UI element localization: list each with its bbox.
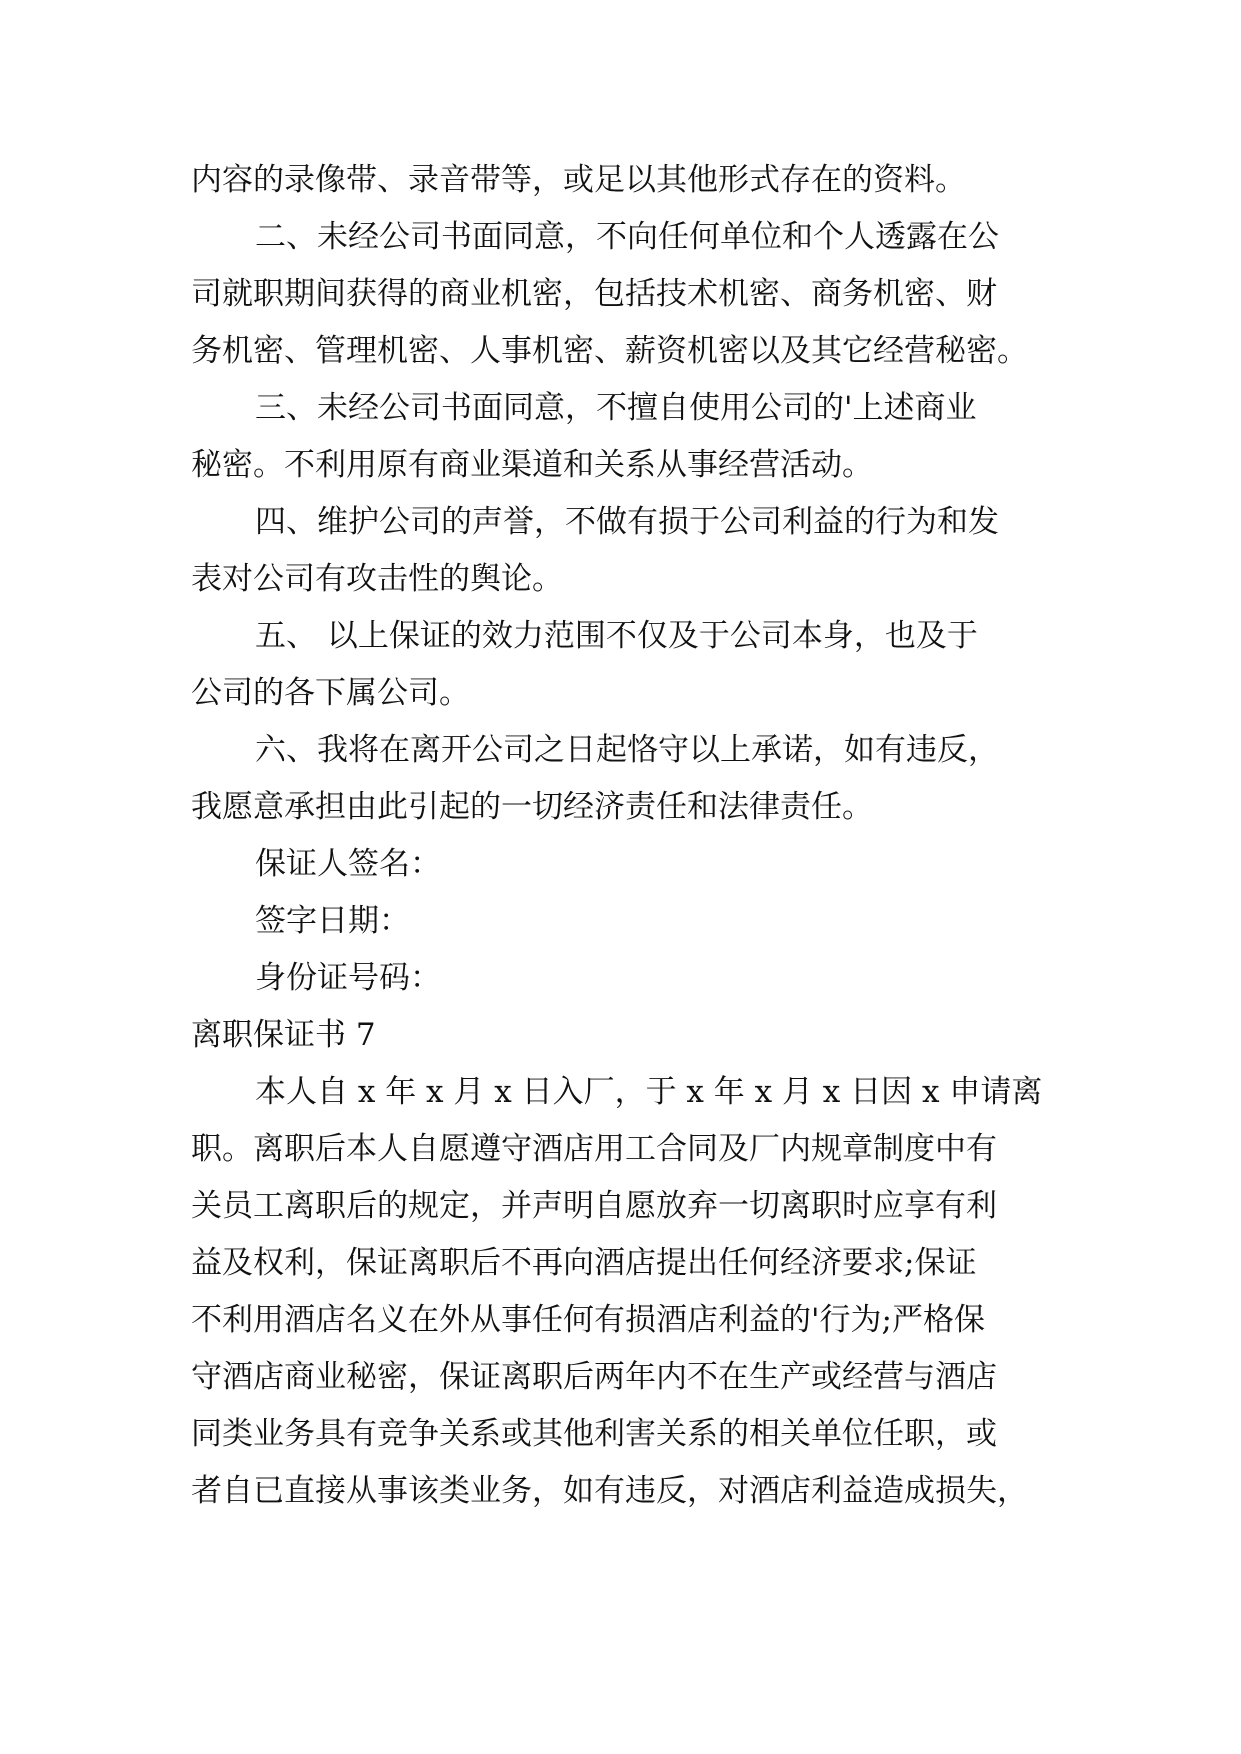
id-number-label: 身份证号码： [255, 960, 441, 996]
text-line: 司就职期间获得的商业机密，包括技术机密、商务机密、财 [191, 276, 997, 312]
text-line: 职。离职后本人自愿遵守酒店用工合同及厂内规章制度中有 [191, 1131, 997, 1167]
text-line: 我愿意承担由此引起的一切经济责任和法律责任。 [191, 789, 873, 825]
text-line: 六、我将在离开公司之日起恪守以上承诺，如有违反， [255, 732, 999, 768]
text-line: 表对公司有攻击性的舆论。 [191, 561, 563, 597]
text-line: 不利用酒店名义在外从事任何有损酒店利益的'行为;严格保 [191, 1302, 985, 1338]
text-line: 内容的录像带、录音带等，或足以其他形式存在的资料。 [191, 162, 966, 198]
text-line: 关员工离职后的规定，并声明自愿放弃一切离职时应享有利 [191, 1188, 997, 1224]
text-line: 务机密、管理机密、人事机密、薪资机密以及其它经营秘密。 [191, 333, 1028, 369]
text-line: 本人自 x 年 x 月 x 日入厂，于 x 年 x 月 x 日因 x 申请离 [255, 1074, 1043, 1110]
text-line: 三、未经公司书面同意，不擅自使用公司的'上述商业 [255, 390, 977, 426]
text-line: 者自已直接从事该类业务，如有违反，对酒店利益造成损失， [191, 1473, 1028, 1509]
text-line: 益及权利，保证离职后不再向酒店提出任何经济要求;保证 [191, 1245, 977, 1281]
signature-label: 保证人签名： [255, 846, 441, 882]
text-line: 守酒店商业秘密，保证离职后两年内不在生产或经营与酒店 [191, 1359, 997, 1395]
text-line: 同类业务具有竞争关系或其他利害关系的相关单位任职，或 [191, 1416, 997, 1452]
text-line: 二、未经公司书面同意，不向任何单位和个人透露在公 [255, 219, 999, 255]
text-line: 公司的各下属公司。 [191, 675, 470, 711]
text-line: 秘密。不利用原有商业渠道和关系从事经营活动。 [191, 447, 873, 483]
text-line: 五、 以上保证的效力范围不仅及于公司本身，也及于 [255, 618, 978, 654]
section-title: 离职保证书 7 [191, 1017, 376, 1053]
text-line: 四、维护公司的声誉，不做有损于公司利益的行为和发 [255, 504, 999, 540]
sign-date-label: 签字日期： [255, 903, 410, 939]
